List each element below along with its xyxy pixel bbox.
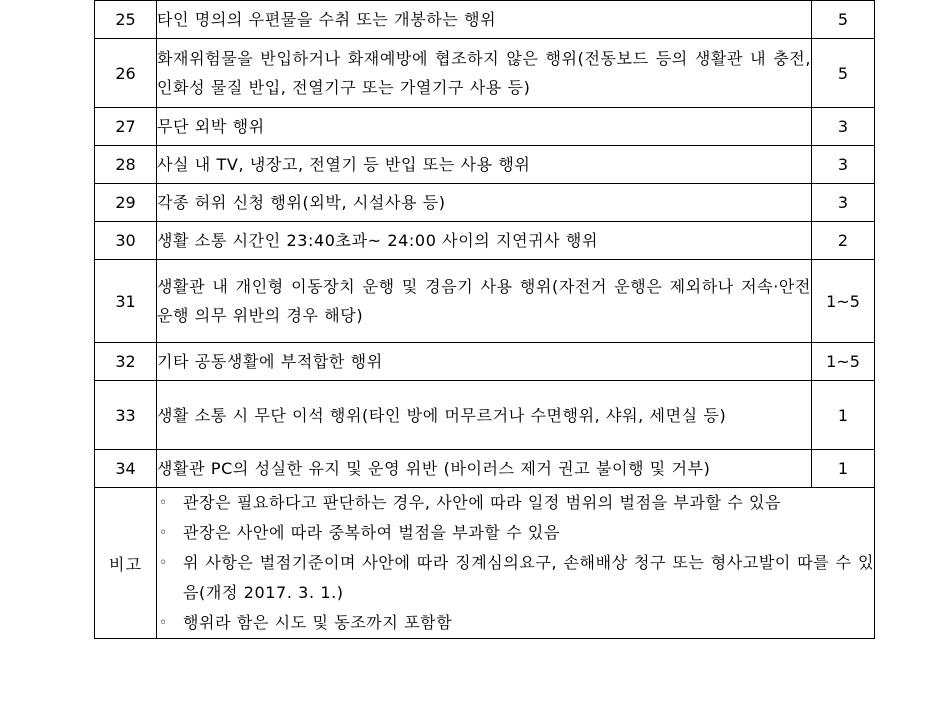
remarks-list: [157, 488, 874, 638]
remark-item: [157, 488, 874, 518]
penalty-rules-table: [94, 0, 875, 639]
rule-number: 26: [95, 39, 157, 108]
table-row: [95, 108, 875, 146]
rule-description: 생활 소통 시간인 23:40초과~ 24:00 사이의 지연귀사 행위: [157, 222, 812, 260]
rule-description: 타인 명의의 우편물을 수취 또는 개봉하는 행위: [157, 1, 812, 39]
remark-text: 관장은 필요하다고 판단하는 경우, 사안에 따라 일정 범위의 벌점을 부과할 수 있음: [183, 493, 782, 512]
bullet-icon: ◦: [159, 615, 168, 631]
penalty-points: 1: [812, 450, 875, 488]
penalty-points: 3: [812, 146, 875, 184]
rule-description: 기타 공동생활에 부적합한 행위: [157, 343, 812, 381]
table-row: [95, 184, 875, 222]
rule-number: 27: [95, 108, 157, 146]
remark-item: [157, 518, 874, 548]
penalty-points: 1~5: [812, 260, 875, 343]
remark-text: 행위라 함은 시도 및 동조까지 포함함: [183, 613, 453, 632]
penalty-points: 1~5: [812, 343, 875, 381]
remarks-row: [95, 488, 875, 639]
rule-number: 31: [95, 260, 157, 343]
rule-number: 29: [95, 184, 157, 222]
remarks-content: [157, 488, 875, 639]
bullet-icon: ◦: [159, 495, 168, 511]
table-row: [95, 381, 875, 450]
penalty-points: 5: [812, 39, 875, 108]
bullet-icon: ◦: [159, 555, 168, 571]
penalty-points: 2: [812, 222, 875, 260]
table-row: [95, 343, 875, 381]
remarks-label: 비고: [95, 488, 157, 639]
bullet-icon: ◦: [159, 525, 168, 541]
rule-description: 생활관 PC의 성실한 유지 및 운영 위반 (바이러스 제거 권고 불이행 및 거부): [157, 450, 812, 488]
rule-description: 각종 허위 신청 행위(외박, 시설사용 등): [157, 184, 812, 222]
rule-number: 32: [95, 343, 157, 381]
penalty-points: 5: [812, 1, 875, 39]
rule-description: 무단 외박 행위: [157, 108, 812, 146]
rule-description: 생활 소통 시 무단 이석 행위(타인 방에 머무르거나 수면행위, 샤워, 세면실 등): [157, 381, 812, 450]
penalty-points: 1: [812, 381, 875, 450]
remark-item: [157, 608, 874, 638]
remark-text: 관장은 사안에 따라 중복하여 벌점을 부과할 수 있음: [183, 523, 560, 542]
rule-number: 33: [95, 381, 157, 450]
table-row: [95, 260, 875, 343]
rule-description: 화재위험물을 반입하거나 화재예방에 협조하지 않은 행위(전동보드 등의 생활관 내 충전, 인화성 물질 반입, 전열기구 또는 가열기구 사용 등): [157, 39, 812, 108]
rule-description: 생활관 내 개인형 이동장치 운행 및 경음기 사용 행위(자전거 운행은 제외하나 저속·안전 운행 의무 위반의 경우 해당): [157, 260, 812, 343]
penalty-points: 3: [812, 108, 875, 146]
table-row: [95, 1, 875, 39]
remark-text: 위 사항은 벌점기준이며 사안에 따라 징계심의요구, 손해배상 청구 또는 형사고발이 따를 수 있음(개정 2017. 3. 1.): [183, 553, 874, 602]
rule-number: 30: [95, 222, 157, 260]
table-row: [95, 222, 875, 260]
table-row: [95, 450, 875, 488]
remark-item: [157, 548, 874, 608]
rule-number: 28: [95, 146, 157, 184]
rule-number: 25: [95, 1, 157, 39]
table-row: [95, 146, 875, 184]
rule-number: 34: [95, 450, 157, 488]
table-row: [95, 39, 875, 108]
rule-description: 사실 내 TV, 냉장고, 전열기 등 반입 또는 사용 행위: [157, 146, 812, 184]
penalty-points: 3: [812, 184, 875, 222]
